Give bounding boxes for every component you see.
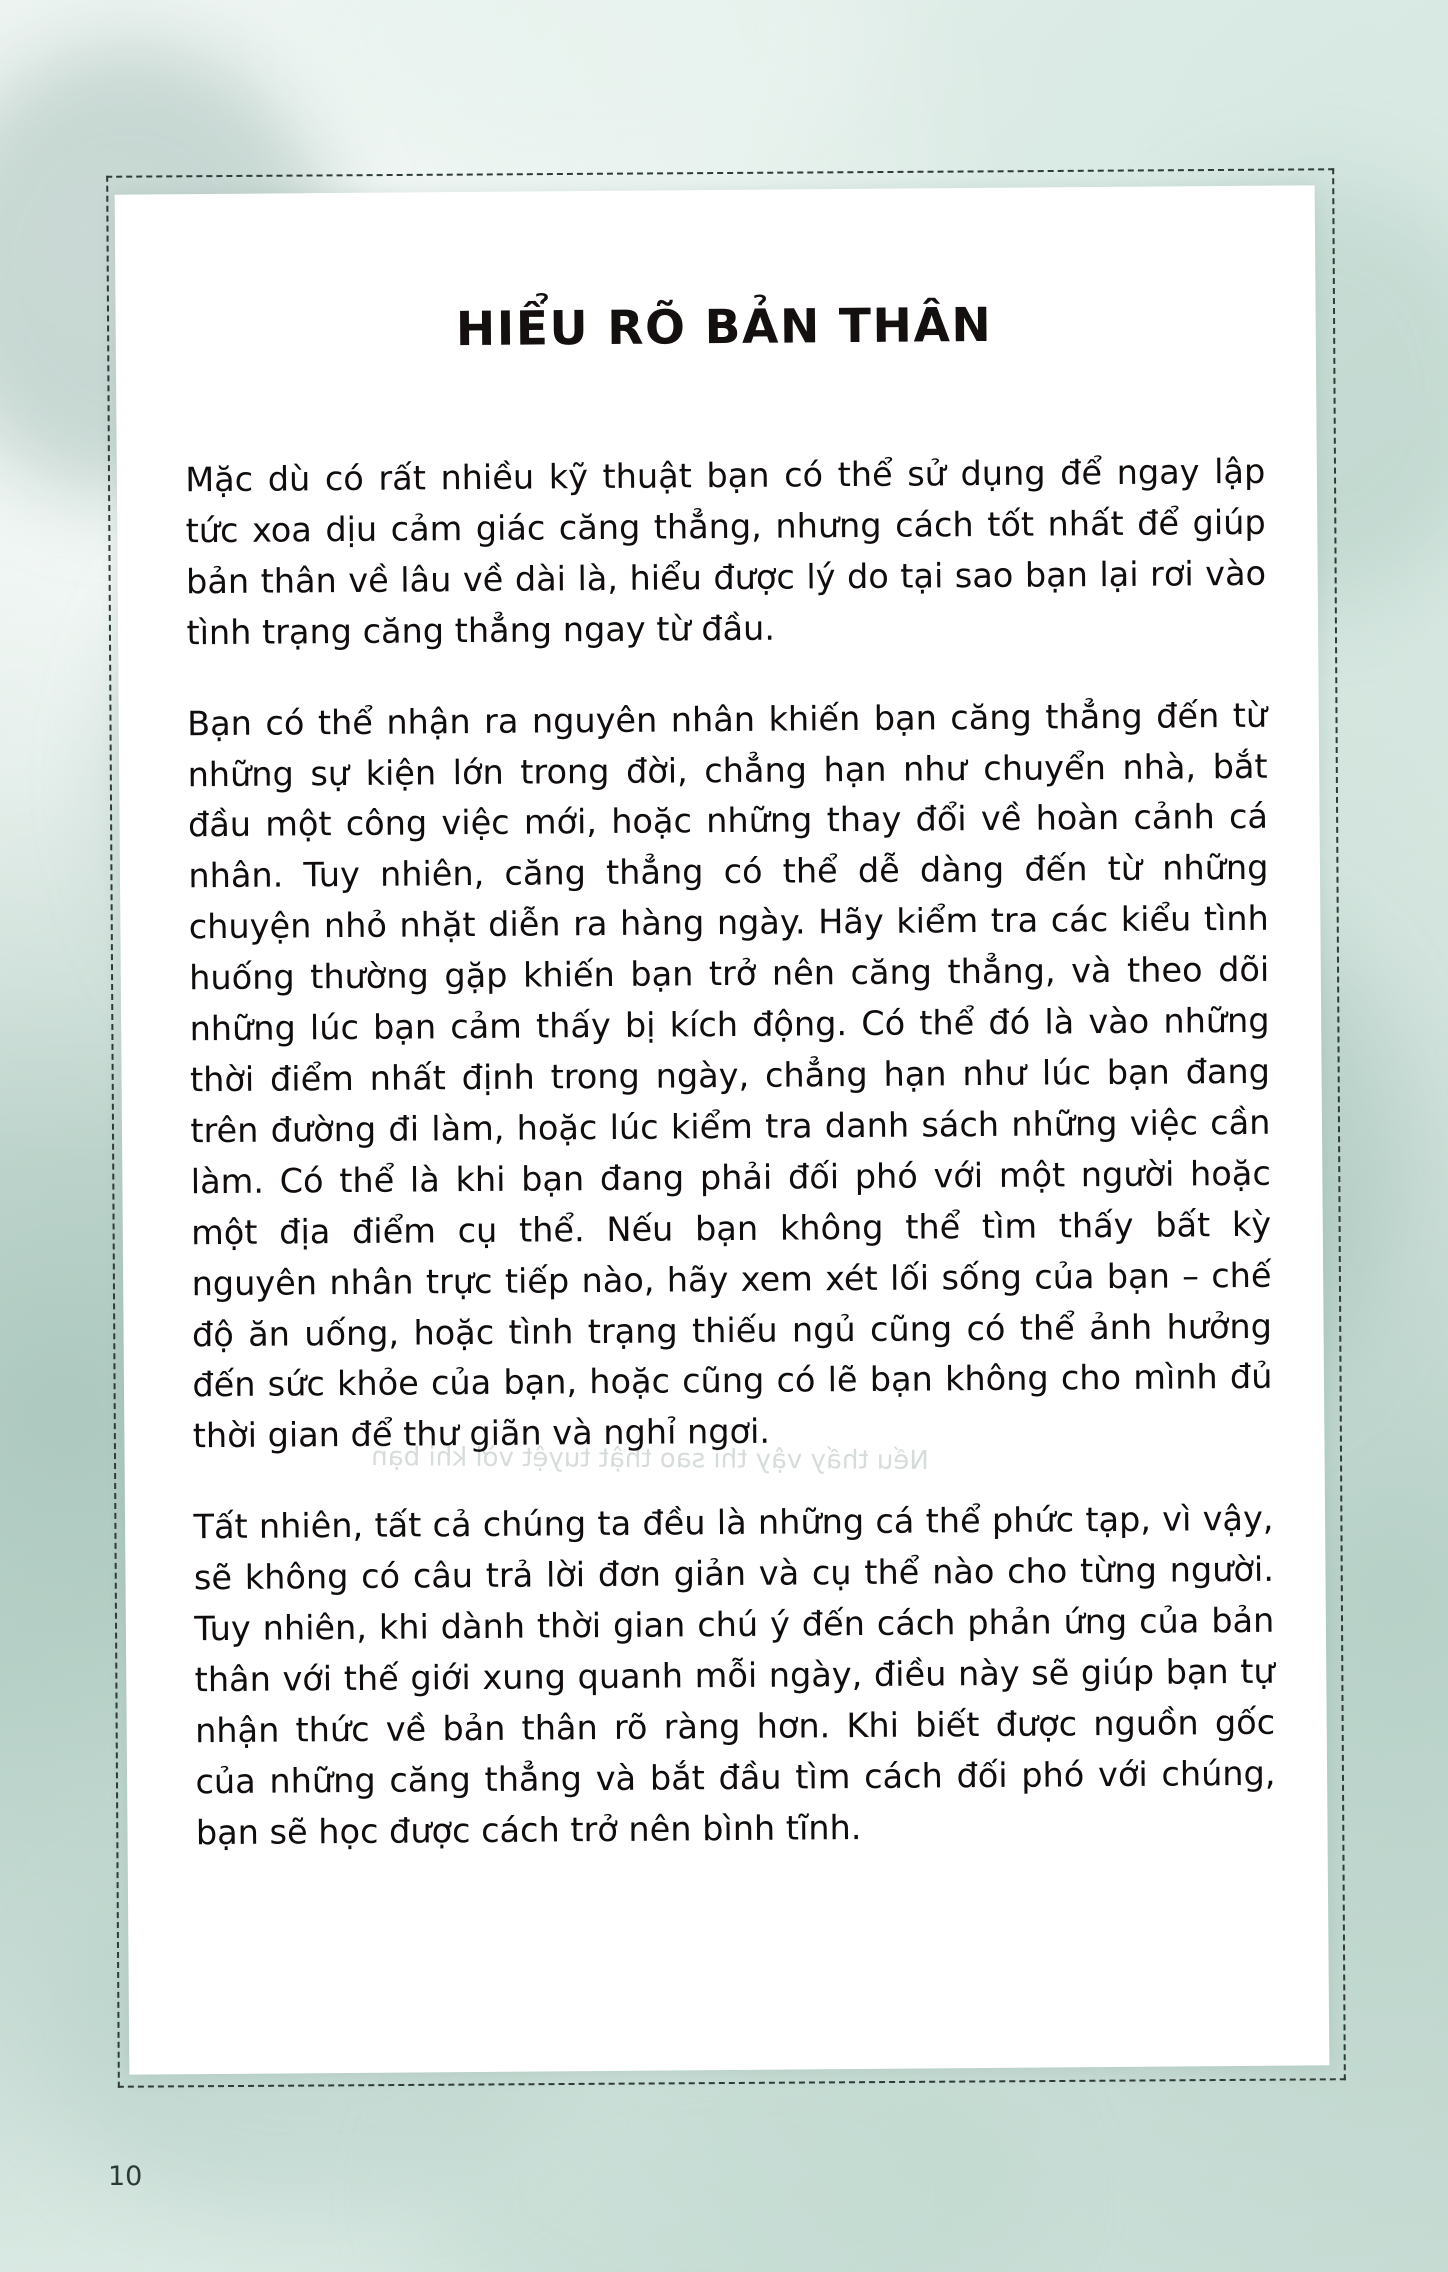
bleed-through-text: Nếu thấy vậy thì sao thật tuyệt vời khi bạn (371, 1442, 929, 1476)
body-paragraph: Mặc dù có rất nhiều kỹ thuật bạn có thể sử dụng để ngay lập tức xoa dịu cảm giác căng thẳng, nhưng cách tốt nhất để giúp bản thân về lâu về dài là, hiểu được lý do tại sao bạn lại rơi vào tình trạng căng thẳng ngay từ đầu. (185, 451, 1267, 652)
page-content (184, 296, 1276, 1859)
page-number: 10 (108, 2161, 143, 2192)
page-title: HIỂU RÕ BẢN THÂN (455, 297, 993, 358)
watercolor-wash (300, 0, 860, 180)
body-paragraph: Tất nhiên, tất cả chúng ta đều là những cá thể phức tạp, vì vậy, sẽ không có câu trả lời đơn giản và cụ thể nào cho từng người. Tuy nhiên, khi dành thời gian chú ý đến cách phản ứng của bản thân với thế giới xung quanh mỗi ngày, điều này sẽ giúp bạn tự nhận thức về bản thân rõ ràng hơn. Khi biết được nguồn gốc của những căng thẳng và bắt đầu tìm cách đối phó với chúng, bạn sẽ học được cách trở nên bình tĩnh. (193, 1498, 1276, 1852)
body-paragraph: Bạn có thể nhận ra nguyên nhân khiến bạn căng thẳng đến từ những sự kiện lớn trong đời, chẳng hạn như chuyển nhà, bắt đầu một công việc mới, hoặc những thay đổi về hoàn cảnh cá nhân. Tuy nhiên, căng thẳng có thể dễ dàng đến từ những chuyện nhỏ nhặt diễn ra hàng ngày. Hãy kiểm tra các kiểu tình huống thường gặp khiến bạn trở nên căng thẳng, và theo dõi những lúc bạn cảm thấy bị kích động. Có thể đó là vào những thời điểm nhất định trong ngày, chẳng hạn như lúc bạn đang trên đường đi làm, hoặc lúc kiểm tra danh sách những việc cần làm. Có thể là khi bạn đang phải đối phó với một người hoặc một địa điểm cụ thể. Nếu bạn không thể tìm thấy bất kỳ nguyên nhân trực tiếp nào, hãy xem xét lối sống của bạn – chế độ ăn uống, hoặc tình trạng thiếu ngủ cũng có thể ảnh hưởng đến sức khỏe của bạn, hoặc cũng có lẽ bạn không cho mình đủ thời gian để thư giãn và nghỉ ngơi. (187, 695, 1273, 1456)
